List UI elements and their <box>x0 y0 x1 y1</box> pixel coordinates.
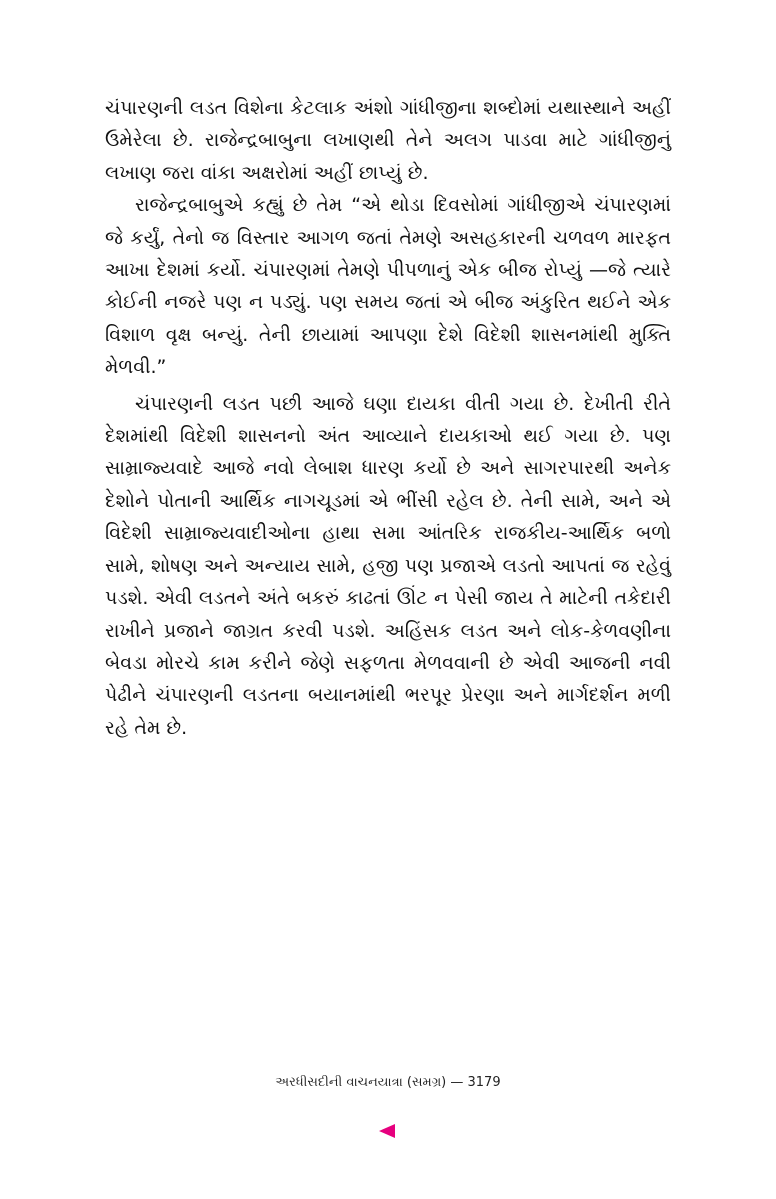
paragraph-quote: રાજેન્દ્રબાબુએ કહ્યું છે તેમ “એ થોડા દિવસોમાં ગાંધીજીએ ચંપારણમાં જે કર્યું, તેનો જ વિસ્તાર આગળ જતાં તેમણે અસહકારની ચળવળ મારફત આખા દેશમાં કર્યો. ચંપારણમાં તેમણે પીપળાનું એક બીજ રોપ્યું —જે ત્યારે કોઈની નજરે પણ ન પડ્યું. પણ સમય જતાં એ બીજ અંકુરિત થઈને એક વિશાળ વૃક્ષ બન્યું. તેની છાયામાં આપણા દેશે વિદેશી શાસનમાંથી મુક્તિ મેળવી.” <box>105 194 671 379</box>
body-text <box>105 92 671 744</box>
page-footer: અરધીસદીની વાચનયાત્રા (સમગ્ર) — 3179 <box>275 1075 501 1090</box>
paragraph-conclusion: ચંપારણની લડત પછી આજે ઘણા દાયકા વીતી ગયા છે. દેખીતી રીતે દેશમાંથી વિદેશી શાસનનો અંત આવ્યાને દાયકાઓ થઈ ગયા છે. પણ સામ્રાજ્યવાદે આજે નવો લેબાશ ધારણ કર્યો છે અને સાગરપારથી અનેક દેશોને પોતાની આર્થિક નાગચૂડમાં એ ભીંસી રહેલ છે. તેની સામે, અને એ વિદેશી સામ્રાજ્યવાદીઓના હાથા સમા આંતરિક રાજકીય-આર્થિક બળો સામે, શોષણ અને અન્યાય સામે, હજી પણ પ્રજાએ લડતો આપતાં જ રહેવું પડશે. એવી લડતને અંતે બકરું કાઢતાં ઊંટ ન પેસી જાય તે માટેની તકેદારી રાખીને પ્રજાને જાગ્રત કરવી પડશે. અહિંસક લડત અને લોક-કેળવણીના બેવડા મોરચે કામ કરીને જેણે સફળતા મેળવવાની છે એવી આજની નવી પેઢીને ચંપારણની લડતના બયાનમાંથી ભરપૂર પ્રેરણા અને માર્ગદર્શન મળી રહે તેમ છે. <box>105 392 671 739</box>
previous-page-left-triangle-icon[interactable] <box>379 1124 395 1138</box>
paragraph-intro-note: ચંપારણની લડત વિશેના કેટલાક અંશો ગાંધીજીના શબ્દોમાં યથાસ્થાને અહીં ઉમેરેલા છે. રાજેન્દ્રબાબુના લખાણથી તેને અલગ પાડવા માટે ગાંધીજીનું લખાણ જરા વાંકા અક્ષરોમાં અહીં છાપ્યું છે. <box>105 97 671 184</box>
